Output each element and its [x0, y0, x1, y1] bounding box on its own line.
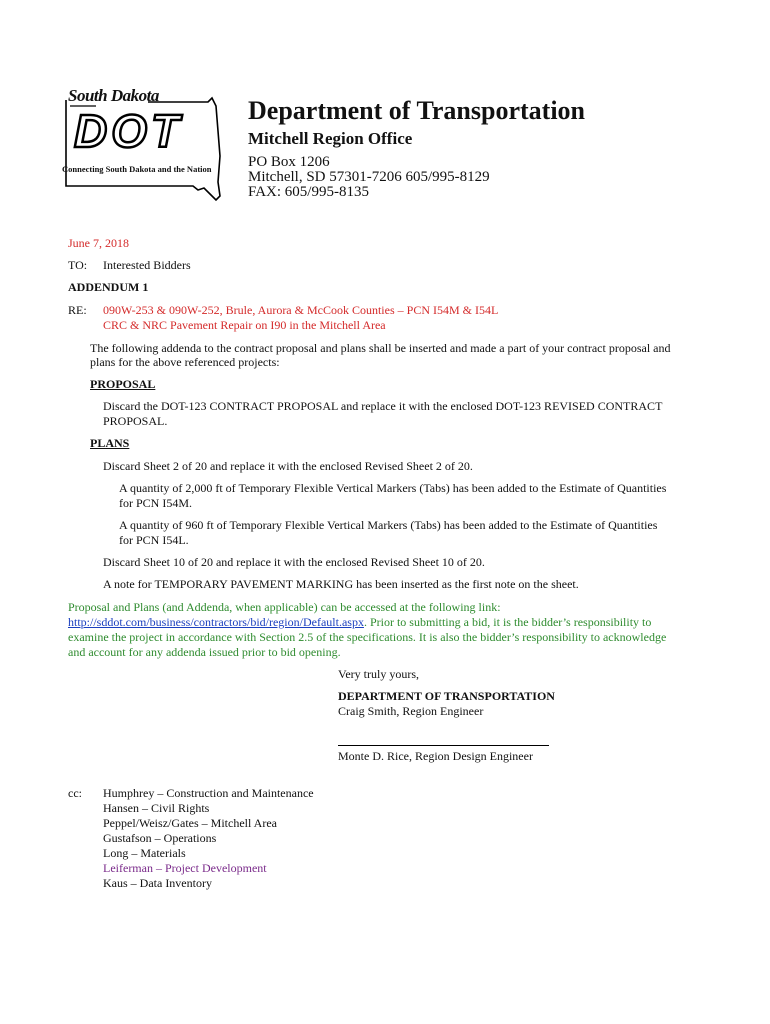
access-line-3: examine the project in accordance with Section 2.5 of the specifications. It is also the bidder’s responsibility to acknowledge — [68, 630, 667, 644]
sddot-logo — [58, 86, 222, 202]
tabs-i54m-line-1: A quantity of 2,000 ft of Temporary Flexible Vertical Markers (Tabs) has been added to the Estimate of Quantities — [119, 481, 667, 495]
salutation: Very truly yours, — [338, 667, 419, 681]
logo-state-script: South Dakota — [68, 86, 159, 105]
logo-dot-word: DOT — [74, 105, 184, 157]
re-label: RE: — [68, 303, 87, 317]
re-line-1: 090W-253 & 090W-252, Brule, Aurora & McCook Counties – PCN I54M & I54L — [103, 303, 499, 317]
cc-label: cc: — [68, 786, 82, 800]
cc-item: Leiferman – Project Development — [103, 861, 267, 875]
to-value: Interested Bidders — [103, 258, 191, 272]
to-label: TO: — [68, 258, 88, 272]
cc-item: Hansen – Civil Rights — [103, 801, 210, 815]
letter-date: June 7, 2018 — [68, 236, 129, 250]
plans-heading: PLANS — [90, 436, 130, 450]
tabs-i54m-line-2: for PCN I54M. — [119, 496, 193, 510]
plans-sheet10: Discard Sheet 10 of 20 and replace it with the enclosed Revised Sheet 10 of 20. — [103, 555, 485, 569]
proposal-heading: PROPOSAL — [90, 377, 156, 391]
plans-note: A note for TEMPORARY PAVEMENT MARKING has been inserted as the first note on the sheet. — [103, 577, 579, 591]
re-line-2: CRC & NRC Pavement Repair on I90 in the Mitchell Area — [103, 318, 386, 332]
plans-sheet2: Discard Sheet 2 of 20 and replace it with the enclosed Revised Sheet 2 of 20. — [103, 459, 473, 473]
cc-item: Kaus – Data Inventory — [103, 876, 212, 890]
closing-org: DEPARTMENT OF TRANSPORTATION — [338, 689, 555, 703]
region-office: Mitchell Region Office — [248, 129, 413, 148]
cc-item: Long – Materials — [103, 846, 186, 860]
access-line-4: and account for any addenda issued prior to bid opening. — [68, 645, 341, 659]
cc-item: Peppel/Weisz/Gates – Mitchell Area — [103, 816, 277, 830]
closing-designer: Monte D. Rice, Region Design Engineer — [338, 749, 533, 763]
access-line-2 — [68, 615, 651, 630]
signature-line — [338, 745, 549, 746]
cc-item: Humphrey – Construction and Maintenance — [103, 786, 314, 800]
addendum-heading: ADDENDUM 1 — [68, 280, 149, 294]
fax: FAX: 605/995-8135 — [248, 184, 369, 200]
intro-line-1: The following addenda to the contract proposal and plans shall be inserted and made a part of your contract proposal and — [90, 341, 671, 355]
city-phone: Mitchell, SD 57301-7206 605/995-8129 — [248, 169, 490, 185]
intro-line-2: plans for the above referenced projects: — [90, 355, 280, 369]
tabs-i54l-line-1: A quantity of 960 ft of Temporary Flexible Vertical Markers (Tabs) has been added to the Estimate of Quantities — [119, 518, 658, 532]
sddot-bid-link[interactable]: http://sddot.com/business/contractors/bid/region/Default.aspx — [68, 615, 364, 629]
cc-item: Gustafson – Operations — [103, 831, 217, 845]
proposal-line-2: PROPOSAL. — [103, 414, 168, 428]
logo-tagline: Connecting South Dakota and the Nation — [62, 164, 212, 174]
department-title: Department of Transportation — [248, 96, 586, 125]
po-box: PO Box 1206 — [248, 154, 330, 170]
access-line-1: Proposal and Plans (and Addenda, when applicable) can be accessed at the following link: — [68, 600, 501, 614]
tabs-i54l-line-2: for PCN I54L. — [119, 533, 189, 547]
proposal-line-1: Discard the DOT-123 CONTRACT PROPOSAL and replace it with the enclosed DOT-123 REVISED CONTRACT — [103, 399, 663, 413]
closing-signer: Craig Smith, Region Engineer — [338, 704, 484, 718]
access-line-2-rest: . Prior to submitting a bid, it is the bidder’s responsibility to — [363, 615, 652, 629]
